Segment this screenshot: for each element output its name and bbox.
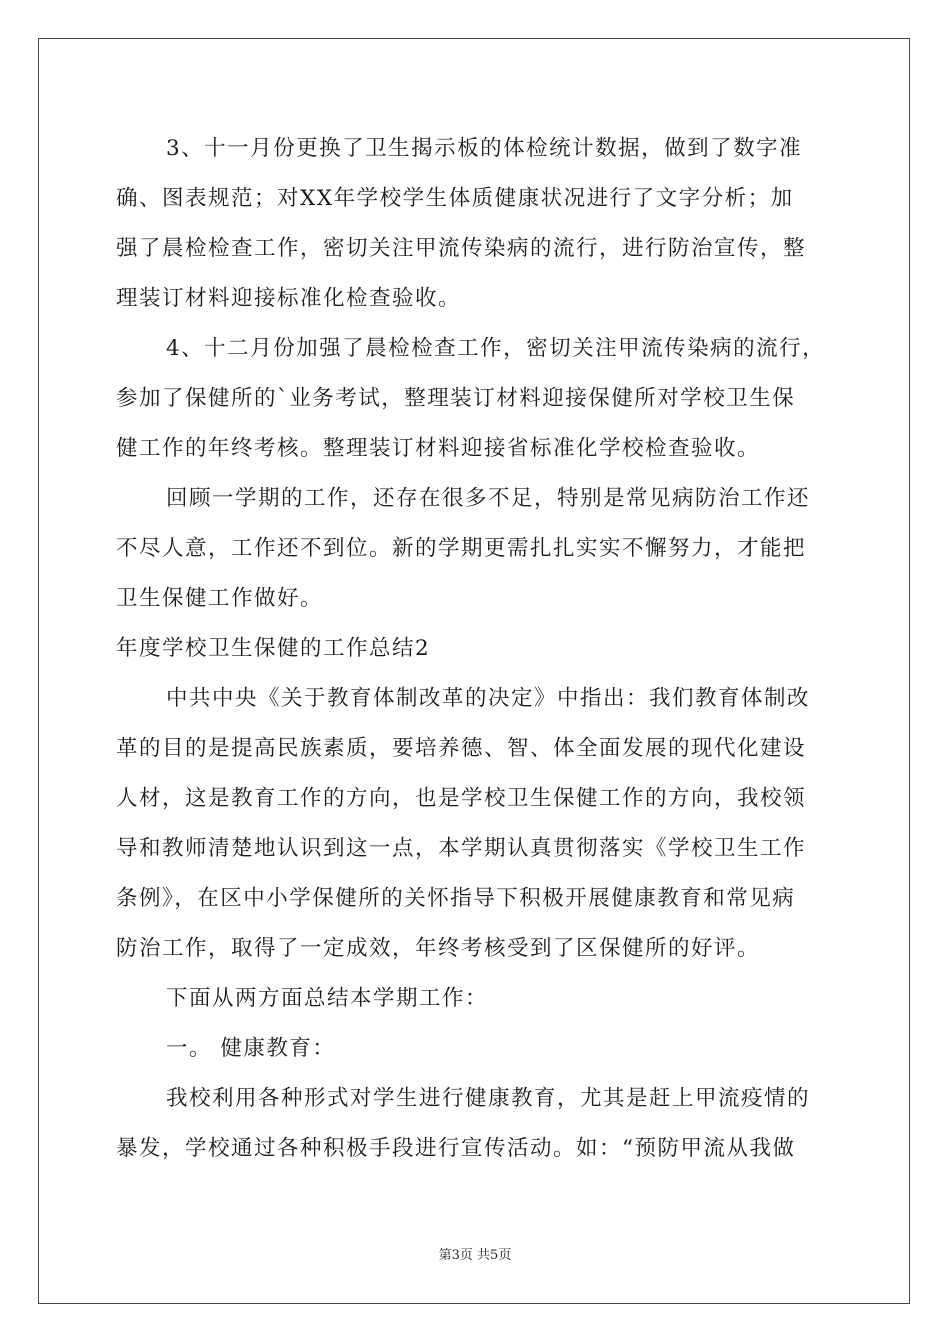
paragraph-line: 下面从两方面总结本学期工作： [166,986,489,1011]
paragraph-line: 回顾一学期的工作，还存在很多不足，特别是常见病防治工作还 [166,486,811,511]
paragraph-line: 4、十二月份加强了晨检检查工作，密切关注甲流传染病的流行， [166,336,826,361]
paragraph-line: 导和教师清楚地认识到这一点，本学期认真贯彻落实《学校卫生工作 [116,836,807,861]
paragraph-line: 中共中央《关于教育体制改革的决定》中指出：我们教育体制改 [166,686,811,711]
paragraph-line: 革的目的是提高民族素质，要培养德、智、体全面发展的现代化建设 [116,736,807,761]
page-footer: 第3页 共5页 [438,1248,512,1263]
paragraph-line: 3、十一月份更换了卫生揭示板的体检统计数据，做到了数字准 [166,136,803,161]
paragraph-line: 强了晨检检查工作，密切关注甲流传染病的流行，进行防治宣传，整 [116,236,807,261]
paragraph-line: 人材，这是教育工作的方向，也是学校卫生保健工作的方向，我校领 [116,786,807,811]
paragraph-line: 条例》，在区中小学保健所的关怀指导下积极开展健康教育和常见病 [116,886,796,911]
list-heading: 一。 健康教育： [166,1036,336,1061]
section-heading: 年度学校卫生保健的工作总结2 [116,636,431,661]
paragraph-line: 健工作的年终考核。整理装订材料迎接省标准化学校检查验收。 [116,436,761,461]
paragraph-line: 不尽人意，工作还不到位。新的学期更需扎扎实实不懈努力，才能把 [116,536,807,561]
paragraph-line: 卫生保健工作做好。 [116,586,324,611]
paragraph-line: 暴发，学校通过各种积极手段进行宣传活动。如：“预防甲流从我做 [116,1136,796,1161]
paragraph-line: 确、图表规范；对XX年学校学生体质健康状况进行了文字分析；加 [116,186,794,211]
paragraph-line: 防治工作，取得了一定成效，年终考核受到了区保健所的好评。 [116,936,761,961]
paragraph-line: 我校利用各种形式对学生进行健康教育，尤其是赶上甲流疫情的 [166,1086,811,1111]
paragraph-line: 参加了保健所的`业务考试，整理装订材料迎接保健所对学校卫生保 [116,386,796,411]
paragraph-line: 理装订材料迎接标准化检查验收。 [116,286,462,311]
